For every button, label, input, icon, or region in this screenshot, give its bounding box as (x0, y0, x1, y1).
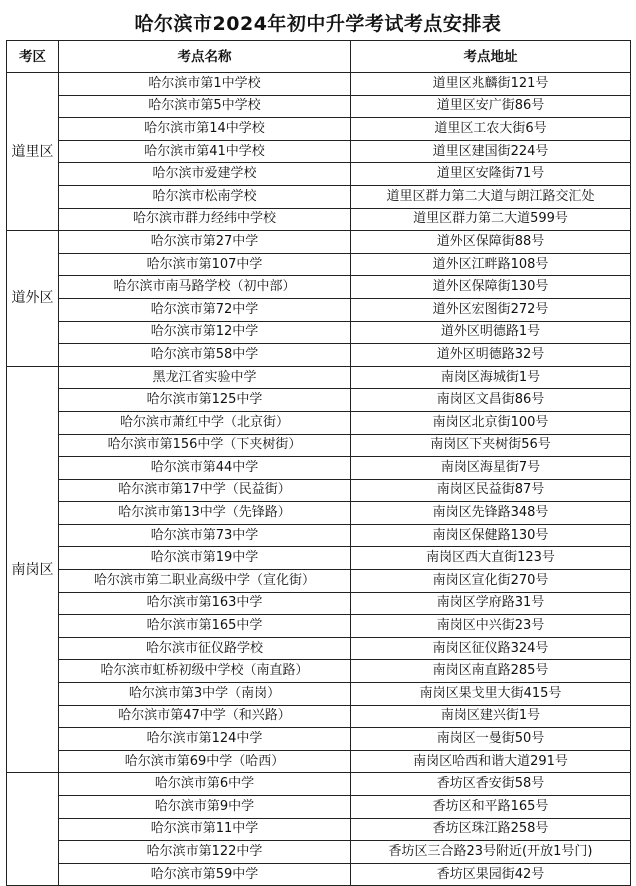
site-name-cell: 哈尔滨市第58中学 (59, 344, 351, 367)
site-name-cell: 哈尔滨市第14中学校 (59, 118, 351, 141)
site-name-cell: 哈尔滨市第9中学 (59, 796, 351, 819)
site-name-cell: 哈尔滨市第69中学（哈西） (59, 750, 351, 773)
table-row (7, 411, 631, 434)
site-address-cell: 南岗区北京街100号 (351, 411, 631, 434)
table-row (7, 344, 631, 367)
site-address-cell: 南岗区果戈里大街415号 (351, 683, 631, 706)
table-row (7, 773, 631, 796)
site-address-cell: 道外区明德路32号 (351, 344, 631, 367)
site-name-cell: 哈尔滨市第124中学 (59, 728, 351, 751)
site-address-cell: 南岗区学府路31号 (351, 592, 631, 615)
site-name-cell: 哈尔滨市第156中学（下夹树街） (59, 434, 351, 457)
site-address-cell: 南岗区征仪路324号 (351, 637, 631, 660)
site-address-cell: 南岗区哈西和谐大道291号 (351, 750, 631, 773)
site-name-cell: 哈尔滨市松南学校 (59, 185, 351, 208)
site-name-cell: 哈尔滨市南马路学校（初中部） (59, 276, 351, 299)
site-name-cell: 哈尔滨市第163中学 (59, 592, 351, 615)
site-address-cell: 香坊区珠江路258号 (351, 818, 631, 841)
table-row (7, 502, 631, 525)
table-row (7, 683, 631, 706)
table-header-row (7, 41, 631, 73)
site-address-cell: 道里区工农大街6号 (351, 118, 631, 141)
table-row (7, 95, 631, 118)
site-name-cell: 哈尔滨市第122中学 (59, 841, 351, 864)
site-address-cell: 南岗区南直路285号 (351, 660, 631, 683)
site-address-cell: 香坊区三合路23号附近(开放1号门) (351, 841, 631, 864)
site-name-cell: 哈尔滨市爱建学校 (59, 163, 351, 186)
exam-site-table (6, 40, 631, 886)
site-address-cell: 道里区安广街86号 (351, 95, 631, 118)
site-address-cell: 南岗区一曼街50号 (351, 728, 631, 751)
header-site-name: 考点名称 (59, 41, 351, 73)
site-address-cell: 南岗区先锋路348号 (351, 502, 631, 525)
table-row (7, 841, 631, 864)
site-name-cell: 哈尔滨市第44中学 (59, 457, 351, 480)
table-row (7, 118, 631, 141)
table-row (7, 140, 631, 163)
table-row (7, 660, 631, 683)
table-row (7, 615, 631, 638)
site-name-cell: 哈尔滨市萧红中学（北京街） (59, 411, 351, 434)
site-address-cell: 南岗区下夹树街56号 (351, 434, 631, 457)
table-row (7, 366, 631, 389)
table-row (7, 208, 631, 231)
site-name-cell: 哈尔滨市第41中学校 (59, 140, 351, 163)
site-address-cell: 道外区明德路1号 (351, 321, 631, 344)
table-row (7, 321, 631, 344)
site-address-cell: 香坊区和平路165号 (351, 796, 631, 819)
site-name-cell: 哈尔滨市第72中学 (59, 298, 351, 321)
district-cell (7, 773, 59, 886)
site-name-cell: 哈尔滨市第59中学 (59, 863, 351, 886)
table-row (7, 705, 631, 728)
site-name-cell: 哈尔滨市第27中学 (59, 231, 351, 254)
table-row (7, 276, 631, 299)
site-address-cell: 道里区建国街224号 (351, 140, 631, 163)
site-address-cell: 香坊区香安街58号 (351, 773, 631, 796)
site-name-cell: 哈尔滨市第17中学（民益街） (59, 479, 351, 502)
table-row (7, 796, 631, 819)
site-name-cell: 哈尔滨市群力经纬中学校 (59, 208, 351, 231)
site-name-cell: 哈尔滨市征仪路学校 (59, 637, 351, 660)
table-row (7, 457, 631, 480)
site-name-cell: 哈尔滨市第73中学 (59, 524, 351, 547)
table-row (7, 570, 631, 593)
table-row (7, 592, 631, 615)
table-row (7, 231, 631, 254)
table-row (7, 547, 631, 570)
site-name-cell: 哈尔滨市第3中学（南岗） (59, 683, 351, 706)
site-name-cell: 哈尔滨市第125中学 (59, 389, 351, 412)
site-address-cell: 道里区群力第二大道599号 (351, 208, 631, 231)
site-name-cell: 哈尔滨市第12中学 (59, 321, 351, 344)
table-row (7, 524, 631, 547)
site-name-cell: 哈尔滨市第165中学 (59, 615, 351, 638)
table-row (7, 298, 631, 321)
site-name-cell: 哈尔滨市第107中学 (59, 253, 351, 276)
table-row (7, 253, 631, 276)
site-name-cell: 黑龙江省实验中学 (59, 366, 351, 389)
district-cell: 道里区 (7, 73, 59, 231)
site-address-cell: 南岗区中兴街23号 (351, 615, 631, 638)
site-address-cell: 南岗区保健路130号 (351, 524, 631, 547)
site-address-cell: 道里区群力第二大道与朗江路交汇处 (351, 185, 631, 208)
site-name-cell: 哈尔滨市第47中学（和兴路） (59, 705, 351, 728)
site-name-cell: 哈尔滨市第1中学校 (59, 73, 351, 96)
site-address-cell: 南岗区宣化街270号 (351, 570, 631, 593)
site-name-cell: 哈尔滨市第11中学 (59, 818, 351, 841)
site-address-cell: 南岗区建兴街1号 (351, 705, 631, 728)
table-row (7, 863, 631, 886)
page-title: 哈尔滨市2024年初中升学考试考点安排表 (134, 13, 502, 35)
site-address-cell: 南岗区文昌街86号 (351, 389, 631, 412)
site-name-cell: 哈尔滨市第6中学 (59, 773, 351, 796)
site-name-cell: 哈尔滨市第13中学（先锋路） (59, 502, 351, 525)
site-address-cell: 道里区安隆街71号 (351, 163, 631, 186)
site-address-cell: 道外区江畔路108号 (351, 253, 631, 276)
table-row (7, 750, 631, 773)
site-name-cell: 哈尔滨市第5中学校 (59, 95, 351, 118)
header-district: 考区 (7, 41, 59, 73)
site-address-cell: 南岗区海城街1号 (351, 366, 631, 389)
header-site-address: 考点地址 (351, 41, 631, 73)
table-row (7, 163, 631, 186)
table-row (7, 389, 631, 412)
district-cell: 南岗区 (7, 366, 59, 773)
site-address-cell: 道外区保障街88号 (351, 231, 631, 254)
site-address-cell: 道外区宏图街272号 (351, 298, 631, 321)
site-address-cell: 道里区兆麟街121号 (351, 73, 631, 96)
site-address-cell: 南岗区西大直街123号 (351, 547, 631, 570)
site-name-cell: 哈尔滨市虹桥初级中学校（南直路） (59, 660, 351, 683)
table-row (7, 728, 631, 751)
table-row (7, 637, 631, 660)
table-body (7, 73, 631, 886)
site-address-cell: 南岗区海星街7号 (351, 457, 631, 480)
site-address-cell: 香坊区果园街42号 (351, 863, 631, 886)
site-name-cell: 哈尔滨市第19中学 (59, 547, 351, 570)
table-row (7, 185, 631, 208)
table-row (7, 434, 631, 457)
district-cell: 道外区 (7, 231, 59, 367)
site-address-cell: 道外区保障街130号 (351, 276, 631, 299)
table-row (7, 479, 631, 502)
site-name-cell: 哈尔滨市第二职业高级中学（宣化街） (59, 570, 351, 593)
table-row (7, 818, 631, 841)
site-address-cell: 南岗区民益街87号 (351, 479, 631, 502)
table-row (7, 73, 631, 96)
